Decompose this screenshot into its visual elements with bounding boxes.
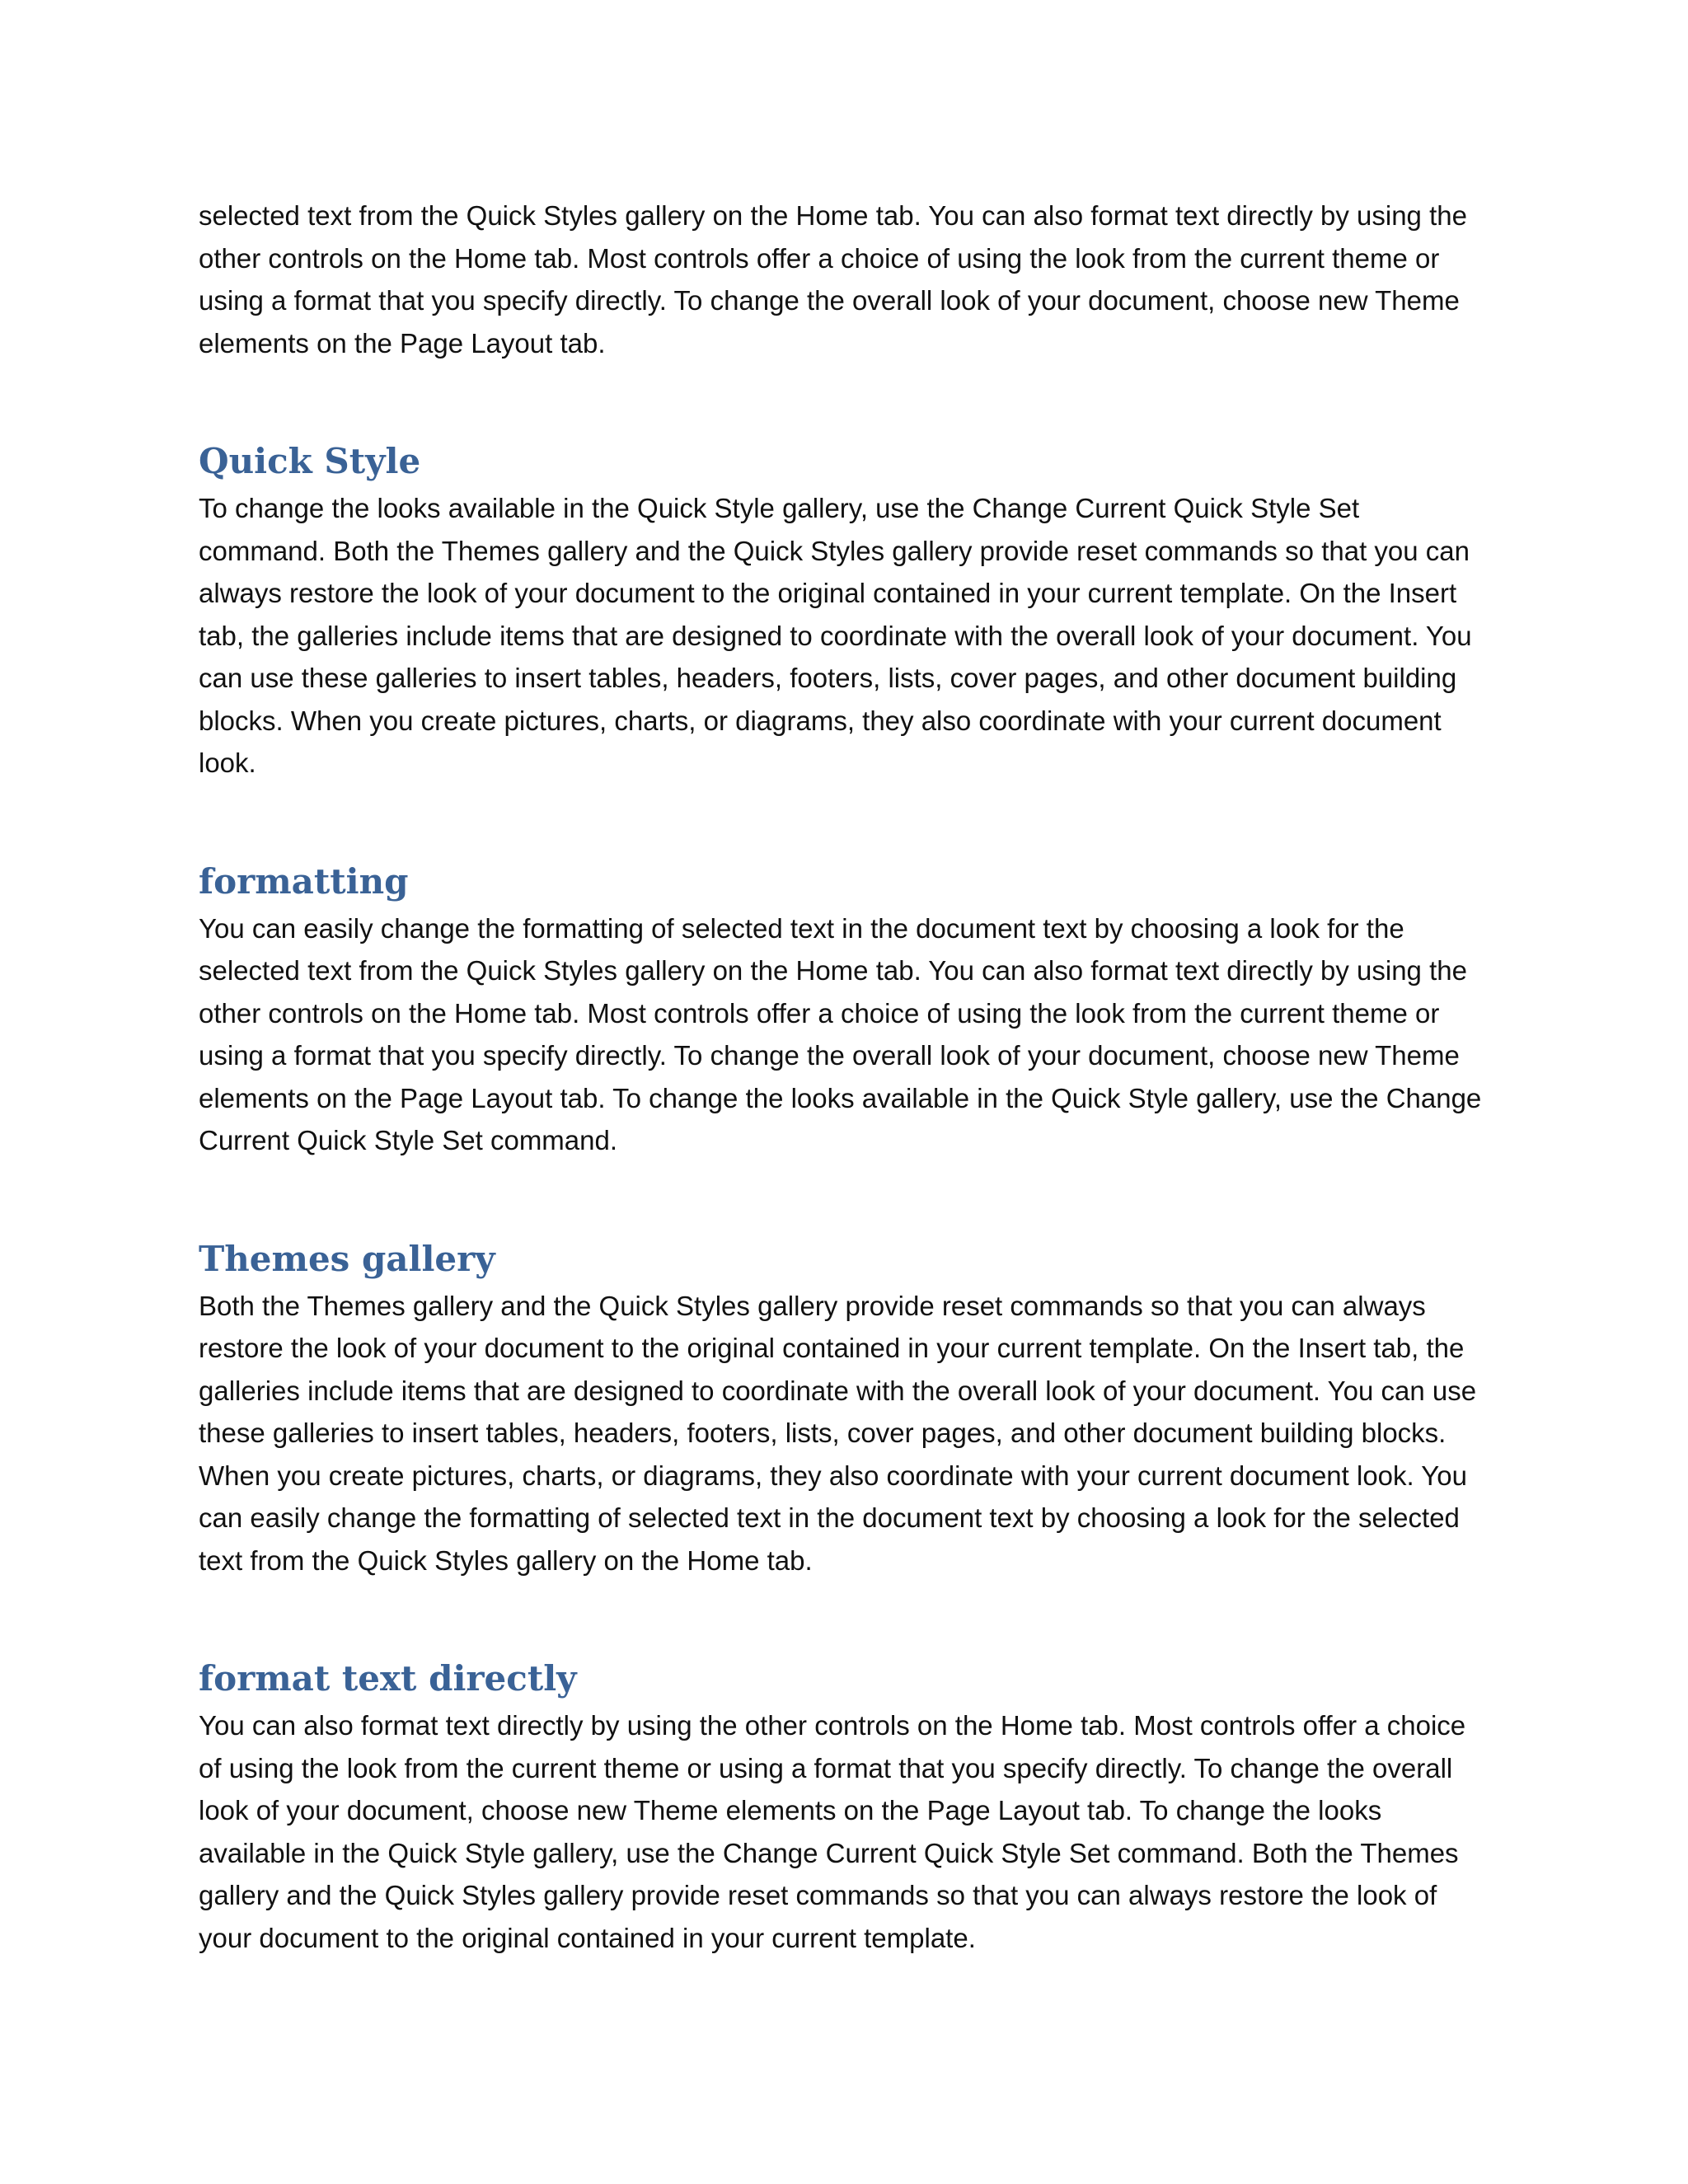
section-heading: format text directly: [199, 1658, 577, 1699]
document-body: [199, 194, 1491, 1959]
section-heading: Themes gallery: [199, 1238, 495, 1279]
section-themes-gallery: [199, 1234, 1491, 1582]
section-heading: formatting: [199, 860, 409, 902]
section-heading: Quick Style: [199, 441, 421, 481]
intro-paragraph: selected text from the Quick Styles gallery on the Home tab. You can also format text directly by using the other controls on the Home tab. Most controls offer a choice of using the look from the current theme or using a format that you specify directly. To change the overall look of your document, choose new Theme elements on the Page Layout tab.: [199, 200, 1467, 359]
section-paragraph: Both the Themes gallery and the Quick Styles gallery provide reset commands so that you can always restore the look of your document to the original contained in your current template. On the Insert tab, the galleries include items that are designed to coordinate with the overall look of your document. You can use these galleries to insert tables, headers, footers, lists, cover pages, and other document building blocks. When you create pictures, charts, or diagrams, they also coordinate with your current document look. You can easily change the formatting of selected text in the document text by choosing a look for the selected text from the Quick Styles gallery on the Home tab.: [199, 1290, 1477, 1576]
section-format-text-directly: [199, 1653, 1491, 1959]
section-quick-style: [199, 436, 1491, 785]
section-formatting: [199, 856, 1491, 1162]
section-paragraph: You can easily change the formatting of selected text in the document text by choosing a look for the selected text from the Quick Styles gallery on the Home tab. You can also format text directly by using the other controls on the Home tab. Most controls offer a choice of using the look from the current theme or using a format that you specify directly. To change the overall look of your document, choose new Theme elements on the Page Layout tab. To change the looks available in the Quick Style gallery, use the Change Current Quick Style Set command.: [199, 912, 1482, 1155]
section-paragraph: You can also format text directly by using the other controls on the Home tab. Most controls offer a choice of using the look from the current theme or using a format that you specify directly. To change the overall look of your document, choose new Theme elements on the Page Layout tab. To change the looks available in the Quick Style gallery, use the Change Current Quick Style Set command. Both the Themes gallery and the Quick Styles gallery provide reset commands so that you can always restore the look of your document to the original contained in your current template.: [199, 1710, 1466, 1953]
section-paragraph: To change the looks available in the Quick Style gallery, use the Change Current Quick Style Set command. Both the Themes gallery and the Quick Styles gallery provide reset commands so that you can always restore the look of your document to the original contained in your current template. On the Insert tab, the galleries include items that are designed to coordinate with the overall look of your document. You can use these galleries to insert tables, headers, footers, lists, cover pages, and other document building blocks. When you create pictures, charts, or diagrams, they also coordinate with your current document look.: [199, 493, 1472, 778]
